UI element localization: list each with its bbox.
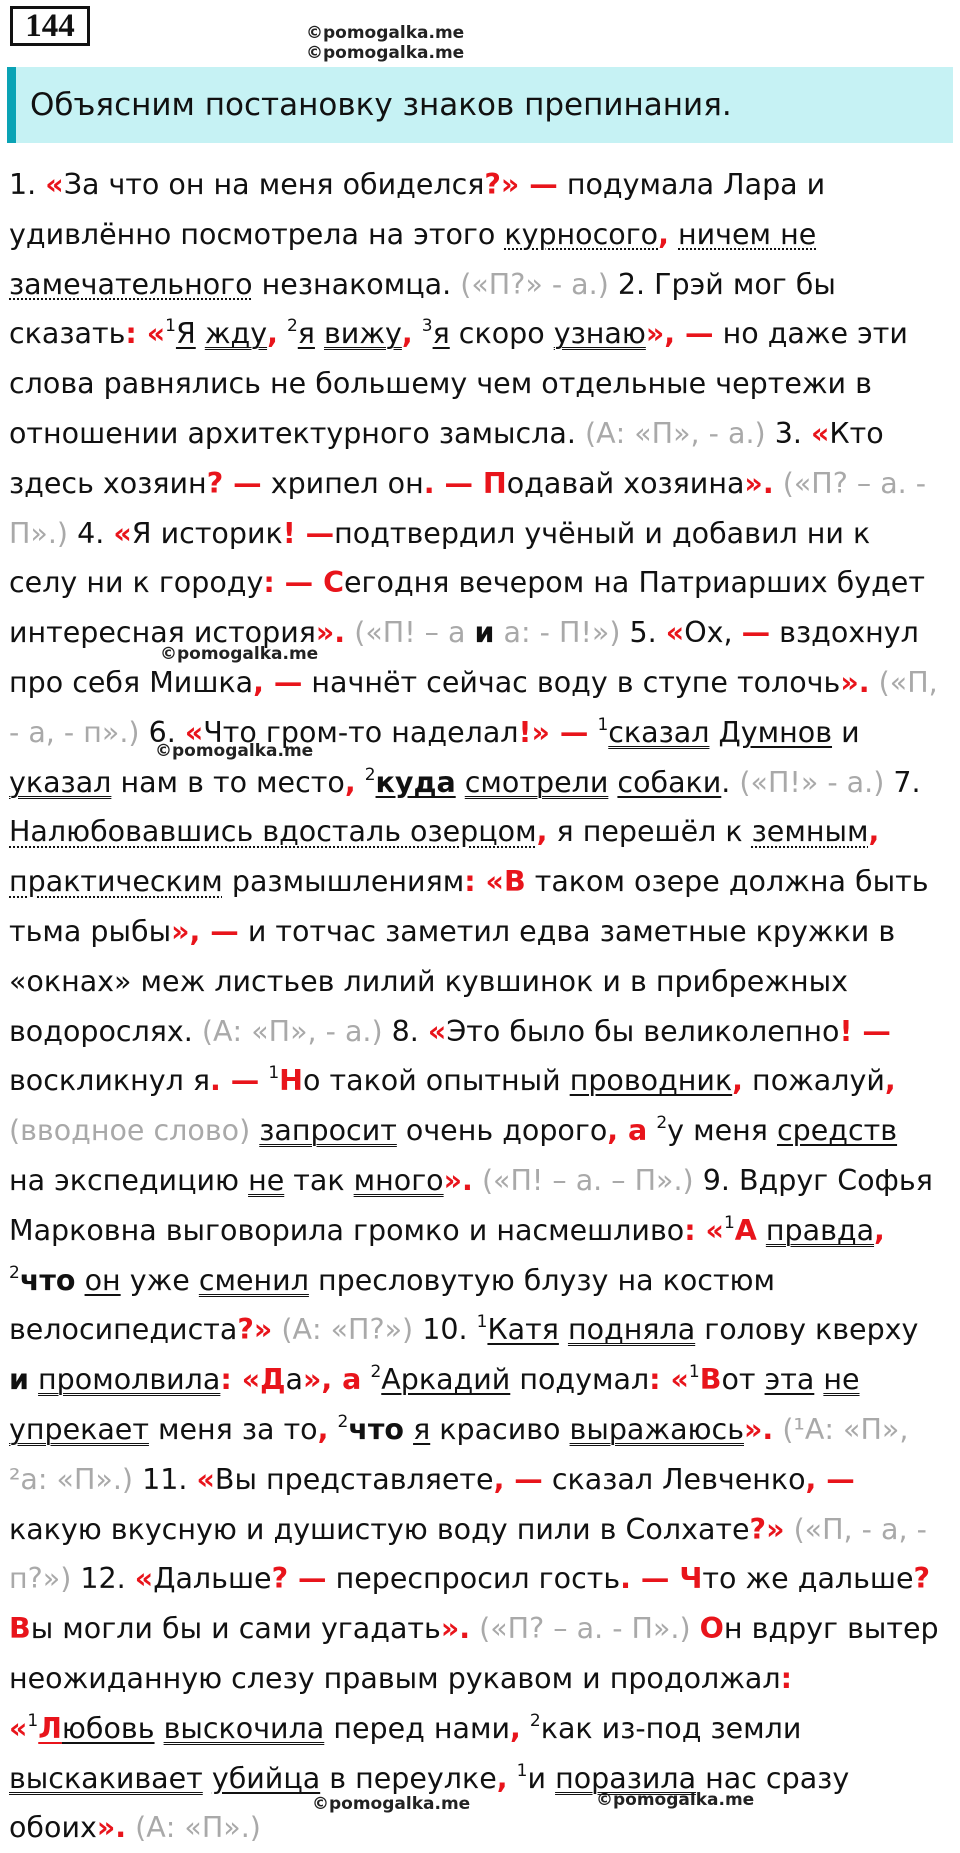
text-segment: обоих — [9, 1811, 97, 1845]
text-segment: , — [401, 317, 413, 351]
text-segment: , — [344, 765, 356, 799]
text-segment — [691, 1612, 700, 1645]
clause-number: 1 — [476, 1312, 488, 1333]
text-segment: вздохнул — [770, 616, 919, 650]
text-segment: , — [884, 1064, 896, 1098]
clause-number: 2 — [9, 1262, 20, 1283]
text-segment: 7. — [884, 765, 921, 799]
text-segment — [328, 1413, 337, 1446]
text-segment: размышлениям — [222, 865, 465, 899]
text-segment — [196, 317, 205, 350]
text-segment: 6. — [139, 715, 185, 749]
text-segment: промолвила — [38, 1363, 221, 1397]
text-segment: Марковна выговорила громко и насмешливо — [9, 1213, 685, 1247]
text-segment: незнакомца. — [252, 267, 461, 301]
text-segment: ». — [96, 1811, 127, 1845]
text-segment: : « — [125, 317, 166, 351]
text-segment: про себя Мишка — [9, 665, 254, 699]
text-segment: ²а: «П».) — [9, 1462, 134, 1496]
text-segment: жду — [204, 317, 268, 351]
text-segment: скоро — [449, 317, 554, 351]
text-segment: указал — [9, 765, 112, 799]
text-segment: нам в то место — [111, 765, 345, 799]
text-line — [9, 807, 959, 857]
text-segment: », — — [171, 914, 239, 948]
text-segment: сказал — [608, 715, 710, 749]
text-segment: здесь хозяин — [9, 466, 207, 500]
text-segment: у меня — [667, 1114, 777, 1148]
text-segment — [757, 1214, 766, 1247]
text-segment: 10. — [413, 1313, 477, 1347]
text-line — [9, 957, 959, 1007]
text-segment — [774, 467, 783, 500]
text-line — [9, 1056, 959, 1106]
text-segment: , — [658, 217, 669, 251]
text-segment: 1. — [9, 168, 46, 201]
clause-number: 1 — [27, 1710, 39, 1731]
text-line — [9, 708, 959, 758]
text-segment: юбовь — [61, 1711, 155, 1745]
text-segment — [315, 317, 324, 350]
text-segment: как из-под земли — [540, 1711, 802, 1745]
text-segment: удивлённо посмотрела на этого — [9, 217, 505, 251]
text-segment: 8. — [382, 1014, 428, 1048]
clause-number: 2 — [286, 316, 298, 337]
text-segment: практическим — [9, 865, 223, 899]
text-segment: н вдруг вытер — [723, 1612, 939, 1646]
answer-text — [9, 160, 959, 1853]
text-segment — [29, 1363, 38, 1396]
text-segment — [669, 218, 678, 251]
text-segment: эта — [764, 1363, 815, 1397]
text-segment: 12. — [71, 1562, 135, 1596]
text-segment: неожиданную слезу правым рукавом и продолжал — [9, 1661, 781, 1695]
text-segment: 5. — [620, 616, 666, 650]
text-line — [9, 1704, 959, 1754]
text-segment — [814, 1363, 823, 1396]
text-segment: , а — [607, 1114, 648, 1148]
text-segment: таком озере должна быть — [525, 865, 929, 899]
text-segment: («П?» - а.) — [460, 267, 609, 301]
text-segment: отношении архитектурного замысла. — [9, 416, 585, 450]
clause-number: 1 — [688, 1362, 700, 1383]
clause-number: 2 — [529, 1710, 541, 1731]
text-line — [9, 1754, 959, 1804]
text-segment: селу ни к городу — [9, 566, 264, 600]
text-segment: много — [353, 1163, 444, 1197]
text-segment: я перешёл к — [547, 815, 752, 849]
text-segment: сменил — [198, 1263, 309, 1297]
text-segment: узнаю — [553, 317, 646, 351]
text-segment: и — [9, 1363, 29, 1397]
text-segment: « — [196, 1462, 215, 1496]
text-segment: ? — [913, 1562, 931, 1596]
text-segment: (А: «П».) — [135, 1811, 261, 1845]
text-segment: « — [665, 616, 685, 650]
clause-number: 2 — [656, 1113, 668, 1134]
watermark: ©pomogalka.me — [155, 741, 314, 761]
text-segment: : « — [649, 1363, 689, 1397]
text-segment: Н — [279, 1064, 303, 1098]
text-segment: 4. — [68, 516, 114, 550]
text-segment: красиво — [430, 1412, 570, 1446]
text-segment: тьма рыбы — [9, 914, 172, 948]
text-segment: (А: «П», - а.) — [201, 1014, 383, 1048]
text-segment: одавай хозяина — [506, 466, 745, 500]
text-segment: , — — [253, 665, 303, 699]
text-segment: собаки — [617, 765, 722, 799]
text-segment: Дальше — [153, 1562, 272, 1596]
watermark: ©pomogalka.me — [306, 43, 465, 63]
text-segment: и — [527, 1761, 556, 1795]
text-segment: « — [184, 715, 204, 749]
text-line — [9, 409, 959, 459]
text-segment — [508, 1762, 517, 1795]
heading-text: Объясним постановку знаков препинания. — [30, 87, 732, 123]
text-segment: егодня вечером на Патриарших будет — [344, 566, 925, 600]
text-segment: . — П — [423, 466, 507, 500]
text-segment — [126, 1811, 135, 1844]
text-segment: упрекает — [9, 1412, 149, 1446]
text-segment: , — [536, 815, 548, 849]
text-segment: на экспедицию — [9, 1163, 249, 1197]
text-segment — [785, 1513, 794, 1546]
text-segment — [278, 317, 287, 350]
text-line — [9, 309, 959, 359]
text-segment: не — [248, 1163, 285, 1197]
text-segment: подняла — [567, 1313, 696, 1347]
text-segment: : «В — [464, 865, 526, 899]
text-segment: Ох, — [684, 616, 742, 650]
text-segment: , — [868, 815, 880, 849]
text-segment: ы могли бы и сами угадать — [30, 1612, 441, 1646]
text-segment: - а, - п».) — [9, 715, 140, 749]
text-segment: («П? – а. - П».) — [479, 1612, 691, 1646]
text-segment: сказать — [9, 317, 126, 351]
text-segment — [345, 616, 354, 649]
text-segment: не — [823, 1363, 860, 1397]
text-line — [9, 1256, 959, 1306]
text-line — [9, 1505, 959, 1555]
clause-number: 1 — [268, 1063, 280, 1084]
text-segment: земным — [751, 815, 869, 849]
text-segment — [559, 1313, 568, 1346]
text-line — [9, 907, 959, 957]
text-segment: . — — [210, 1064, 260, 1098]
text-segment: В — [9, 1612, 31, 1646]
text-segment: , — — [493, 1462, 543, 1496]
text-line — [9, 160, 959, 210]
text-segment: хрипел он — [261, 466, 424, 500]
text-segment — [870, 666, 879, 699]
text-segment: ! — — [282, 516, 335, 550]
text-segment: замечательного — [9, 267, 253, 301]
text-segment: , — [267, 317, 278, 351]
clause-number: 3 — [421, 316, 433, 337]
text-line — [9, 1654, 959, 1704]
clause-number: 2 — [337, 1411, 349, 1432]
text-segment: 11. — [133, 1462, 197, 1496]
text-segment: начнёт сейчас воду в ступе толочь — [302, 665, 841, 699]
text-segment — [521, 1712, 530, 1745]
text-segment: , — [732, 1064, 743, 1098]
text-segment: я — [413, 1412, 431, 1446]
text-segment: поразила — [555, 1761, 697, 1795]
watermark: ©pomogalka.me — [312, 1794, 471, 1814]
text-segment: : — С — [263, 566, 345, 600]
text-segment: пожалуй — [743, 1064, 885, 1098]
watermark: ©pomogalka.me — [306, 23, 465, 43]
text-segment: уже — [120, 1263, 199, 1297]
text-segment: « — [427, 1014, 447, 1048]
text-line — [9, 1604, 959, 1654]
text-segment: Что гром-то наделал — [203, 715, 519, 749]
text-segment: ? — — [206, 466, 262, 500]
text-segment: , — — [805, 1462, 855, 1496]
text-segment: 3. — [765, 416, 811, 450]
clause-number: 1 — [597, 714, 609, 735]
text-segment: п?») — [9, 1562, 72, 1596]
text-segment: , — [510, 1711, 521, 1745]
text-line — [9, 1803, 959, 1853]
text-segment: ». — [744, 1412, 774, 1446]
text-segment: «окнах» меж листьев лилий кувшинок и в прибрежных — [9, 964, 848, 998]
text-segment: («П, - а, - — [793, 1512, 927, 1546]
text-segment: я — [297, 317, 315, 351]
text-segment: так — [284, 1163, 354, 1197]
text-segment: Аркадий — [381, 1363, 511, 1397]
text-segment: Думнов — [718, 715, 833, 749]
text-segment: ! — — [839, 1014, 891, 1048]
text-segment: («П! – а — [354, 616, 475, 650]
clause-number: 2 — [364, 764, 376, 785]
text-segment: Налюбовавшись вдосталь озерцом — [9, 815, 537, 849]
watermark: ©pomogalka.me — [596, 1790, 755, 1810]
text-segment: « — [9, 1711, 28, 1745]
exercise-number: 144 — [10, 6, 90, 46]
text-segment: ». — [440, 1612, 471, 1646]
text-segment: « — [113, 516, 132, 550]
watermark: ©pomogalka.me — [160, 644, 319, 664]
text-segment: меня за то — [148, 1412, 318, 1446]
text-segment: я — [432, 317, 450, 351]
text-segment: , — [874, 1213, 885, 1247]
text-segment: но даже эти — [713, 317, 908, 351]
text-segment: За что он на меня обиделся — [63, 168, 485, 201]
text-segment: голову кверху — [695, 1313, 919, 1347]
text-segment: пресловутую блузу на костюм — [308, 1263, 776, 1297]
text-segment — [76, 1264, 85, 1297]
text-segment: ?» — [237, 1313, 273, 1347]
text-segment: : — [780, 1661, 792, 1695]
text-segment: ». — [443, 1163, 473, 1197]
text-segment: то же дальше — [702, 1562, 914, 1596]
text-segment: интересная история — [9, 616, 316, 650]
text-segment: и — [474, 616, 495, 650]
text-segment — [709, 716, 718, 749]
text-line — [9, 260, 959, 310]
text-segment: перед нами — [324, 1711, 511, 1745]
text-segment: воскликнул я — [9, 1064, 210, 1098]
text-line — [9, 1156, 959, 1206]
text-segment — [647, 1114, 656, 1147]
text-line — [9, 558, 959, 608]
text-segment: », а — [302, 1363, 362, 1397]
text-segment: (А: «П?») — [281, 1313, 414, 1347]
text-segment: подтвердил учёный и добавил ни к — [334, 516, 871, 550]
text-segment: о такой опытный — [303, 1064, 570, 1098]
text-segment: , — [317, 1412, 329, 1446]
text-segment: Кто — [829, 416, 884, 450]
text-segment: « — [810, 416, 830, 450]
text-segment: 9. Вдруг Софья — [693, 1163, 933, 1197]
text-segment — [203, 1762, 212, 1795]
text-segment — [470, 1612, 479, 1645]
text-segment: и — [832, 715, 860, 749]
text-segment: средств — [776, 1114, 898, 1148]
text-segment: запросит — [259, 1114, 397, 1148]
text-segment: : « — [684, 1213, 724, 1247]
text-segment: в переулке — [320, 1761, 497, 1795]
text-line — [9, 608, 959, 658]
text-segment: сказал Левченко — [542, 1462, 806, 1496]
text-line — [9, 509, 959, 559]
text-segment — [272, 1313, 281, 1346]
text-segment: О — [699, 1612, 724, 1646]
text-segment — [155, 1712, 164, 1745]
text-segment: В — [699, 1363, 722, 1397]
text-segment: », — — [645, 317, 714, 351]
text-segment: что — [19, 1263, 76, 1297]
text-segment: (вводное слово) — [9, 1114, 251, 1148]
text-segment: ?» — — [484, 168, 558, 201]
text-segment: 2. Грэй мог бы — [608, 267, 836, 301]
clause-number: 1 — [516, 1760, 528, 1781]
text-segment: что — [348, 1412, 404, 1446]
text-segment: выражаюсь — [569, 1412, 744, 1446]
text-segment: очень дорого — [396, 1114, 608, 1148]
text-line — [9, 1355, 959, 1405]
text-segment: («П, — [878, 665, 938, 699]
text-segment — [250, 1114, 259, 1147]
text-segment: П».) — [9, 516, 69, 550]
text-segment: водорослях. — [9, 1014, 202, 1048]
clause-number: 2 — [370, 1362, 382, 1383]
text-segment: вижу — [324, 317, 402, 351]
text-segment — [773, 1413, 782, 1446]
text-segment: а — [285, 1363, 303, 1397]
text-segment: Вы представляете — [214, 1462, 494, 1496]
heading-banner — [7, 67, 953, 143]
text-segment: выскочила — [163, 1711, 325, 1745]
text-segment: слова равнялись не большему чем отдельные чертежи в — [9, 367, 872, 401]
text-segment — [404, 1413, 413, 1446]
text-segment: он — [84, 1263, 121, 1297]
text-segment: («П!» - а.) — [739, 765, 885, 799]
text-segment: Это было бы великолепно — [446, 1014, 840, 1048]
text-line — [9, 459, 959, 509]
text-segment: велосипедиста — [9, 1313, 238, 1347]
text-segment: « — [45, 168, 64, 201]
text-segment: (А: «П», - а.) — [584, 416, 766, 450]
text-segment: какую вкусную и душистую воду пили в Солхате — [9, 1512, 750, 1546]
text-segment: . — Ч — [620, 1562, 703, 1596]
clause-number: 1 — [165, 316, 176, 337]
text-segment: подумала Лара и — [557, 168, 826, 201]
text-segment: « — [134, 1562, 154, 1596]
text-segment: («П! – а. – П».) — [481, 1163, 694, 1197]
text-line — [9, 1007, 959, 1057]
text-segment: ». — [315, 616, 346, 650]
text-segment: ?» — [749, 1512, 785, 1546]
text-segment: переспросил гость — [326, 1562, 621, 1596]
text-segment — [356, 766, 365, 799]
text-segment — [259, 1064, 268, 1097]
text-segment: : «Д — [220, 1363, 286, 1397]
text-segment: Катя — [487, 1313, 559, 1347]
text-segment: проводник — [569, 1064, 733, 1098]
text-segment: ничем не — [678, 217, 817, 251]
text-segment: ? — — [271, 1562, 327, 1596]
text-line — [9, 1206, 959, 1256]
text-segment: , — [496, 1761, 508, 1795]
text-segment: Я — [175, 317, 196, 351]
clause-number: 1 — [723, 1212, 735, 1233]
text-segment: нас сразу — [696, 1761, 850, 1795]
text-line — [9, 359, 959, 409]
text-segment: — — [741, 616, 771, 650]
text-line — [9, 1405, 959, 1455]
text-line — [9, 1305, 959, 1355]
text-segment: ». — [744, 466, 774, 500]
text-segment: убийца — [211, 1761, 321, 1795]
text-line — [9, 1106, 959, 1156]
text-line — [9, 758, 959, 808]
text-segment — [473, 1164, 482, 1197]
text-segment: от — [721, 1363, 765, 1397]
text-segment: . — [721, 765, 740, 799]
text-segment: смотрели — [464, 765, 609, 799]
text-line — [9, 210, 959, 260]
text-line — [9, 857, 959, 907]
text-segment — [456, 766, 465, 799]
text-line — [9, 1554, 959, 1604]
text-segment: курносого — [504, 217, 659, 251]
text-segment: выскакивает — [9, 1761, 203, 1795]
text-line — [9, 1455, 959, 1505]
text-segment: правда — [765, 1213, 875, 1247]
text-segment: !» — — [518, 715, 589, 749]
text-segment: а: - П!») — [494, 616, 621, 650]
text-segment — [413, 317, 422, 350]
text-segment: куда — [375, 765, 456, 799]
text-line — [9, 658, 959, 708]
text-segment: и тотчас заметил едва заметные кружки в — [238, 914, 896, 948]
text-segment: подумал — [510, 1363, 650, 1397]
text-segment: Л — [38, 1711, 62, 1745]
text-segment: («П? – а. - — [782, 466, 927, 500]
text-segment: (¹А: «П», — [782, 1412, 909, 1446]
text-segment: А — [734, 1213, 757, 1247]
text-segment: ». — [840, 665, 870, 699]
text-segment: Я историк — [131, 516, 283, 550]
